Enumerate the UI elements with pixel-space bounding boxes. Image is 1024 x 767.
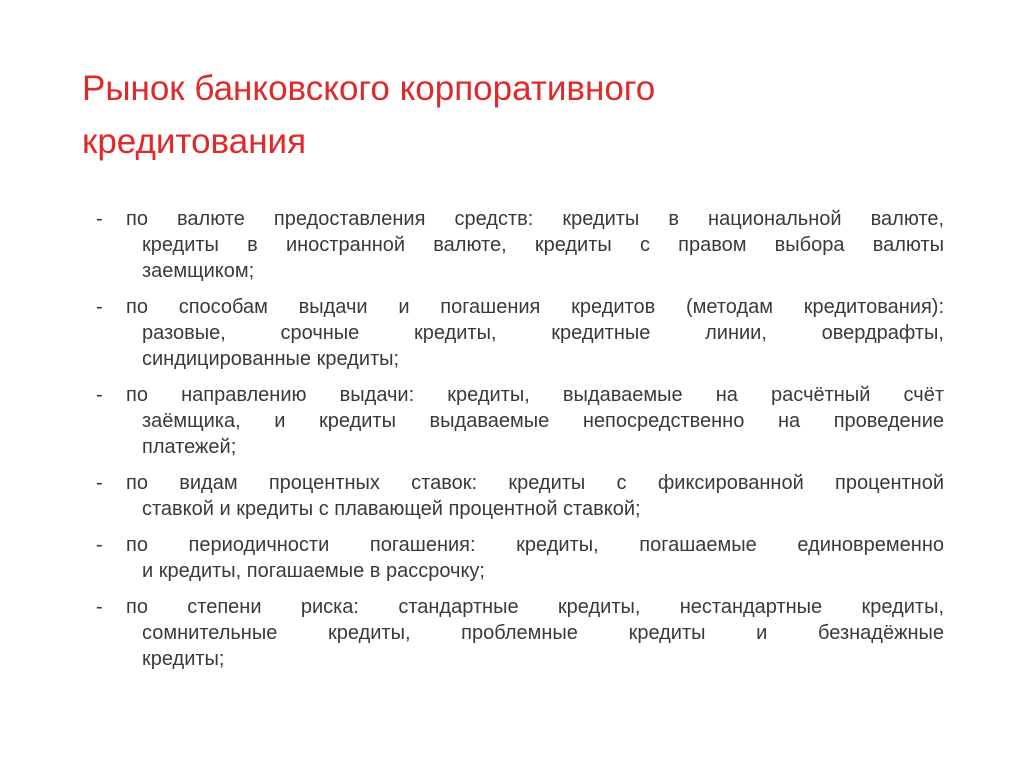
slide-title — [82, 62, 942, 168]
bullet-dash: - — [96, 596, 103, 618]
list-item-line: кредиты; — [142, 648, 225, 670]
list-item-line: по периодичности погашения: кредиты, погашаемые единовременно — [126, 534, 944, 556]
list-item-line: и кредиты, погашаемые в рассрочку; — [142, 560, 485, 582]
list-item-line: заемщиком; — [142, 260, 255, 282]
bullet-dash: - — [96, 296, 103, 318]
list-item — [96, 206, 944, 284]
classification-list — [96, 206, 944, 682]
list-item-line: по видам процентных ставок: кредиты с фиксированной процентной — [126, 472, 944, 494]
bullet-dash: - — [96, 472, 103, 494]
list-item-line: сомнительные кредиты, проблемные кредиты и безнадёжные — [142, 622, 944, 644]
list-item-line: синдицированные кредиты; — [142, 348, 400, 370]
list-item-line: платежей; — [142, 436, 237, 458]
bullet-dash: - — [96, 208, 103, 230]
list-item — [96, 470, 944, 522]
list-item-line: ставкой и кредиты с плавающей процентной ставкой; — [142, 498, 641, 520]
slide-title-line-2: кредитования — [82, 122, 307, 161]
slide-title-line-1: Рынок банковского корпоративного — [82, 69, 656, 108]
list-item-line: по степени риска: стандартные кредиты, нестандартные кредиты, — [126, 596, 944, 618]
list-item — [96, 594, 944, 672]
list-item-line: разовые, срочные кредиты, кредитные линии, овердрафты, — [142, 322, 944, 344]
list-item — [96, 294, 944, 372]
list-item-line: заёмщика, и кредиты выдаваемые непосредственно на проведение — [142, 410, 944, 432]
bullet-dash: - — [96, 534, 103, 556]
bullet-dash: - — [96, 384, 103, 406]
list-item-line: по валюте предоставления средств: кредиты в национальной валюте, — [126, 208, 944, 230]
list-item-line: по направлению выдачи: кредиты, выдаваемые на расчётный счёт — [126, 384, 944, 406]
list-item-line: по способам выдачи и погашения кредитов (методам кредитования): — [126, 296, 944, 318]
list-item — [96, 532, 944, 584]
list-item-line: кредиты в иностранной валюте, кредиты с правом выбора валюты — [142, 234, 944, 256]
list-item — [96, 382, 944, 460]
